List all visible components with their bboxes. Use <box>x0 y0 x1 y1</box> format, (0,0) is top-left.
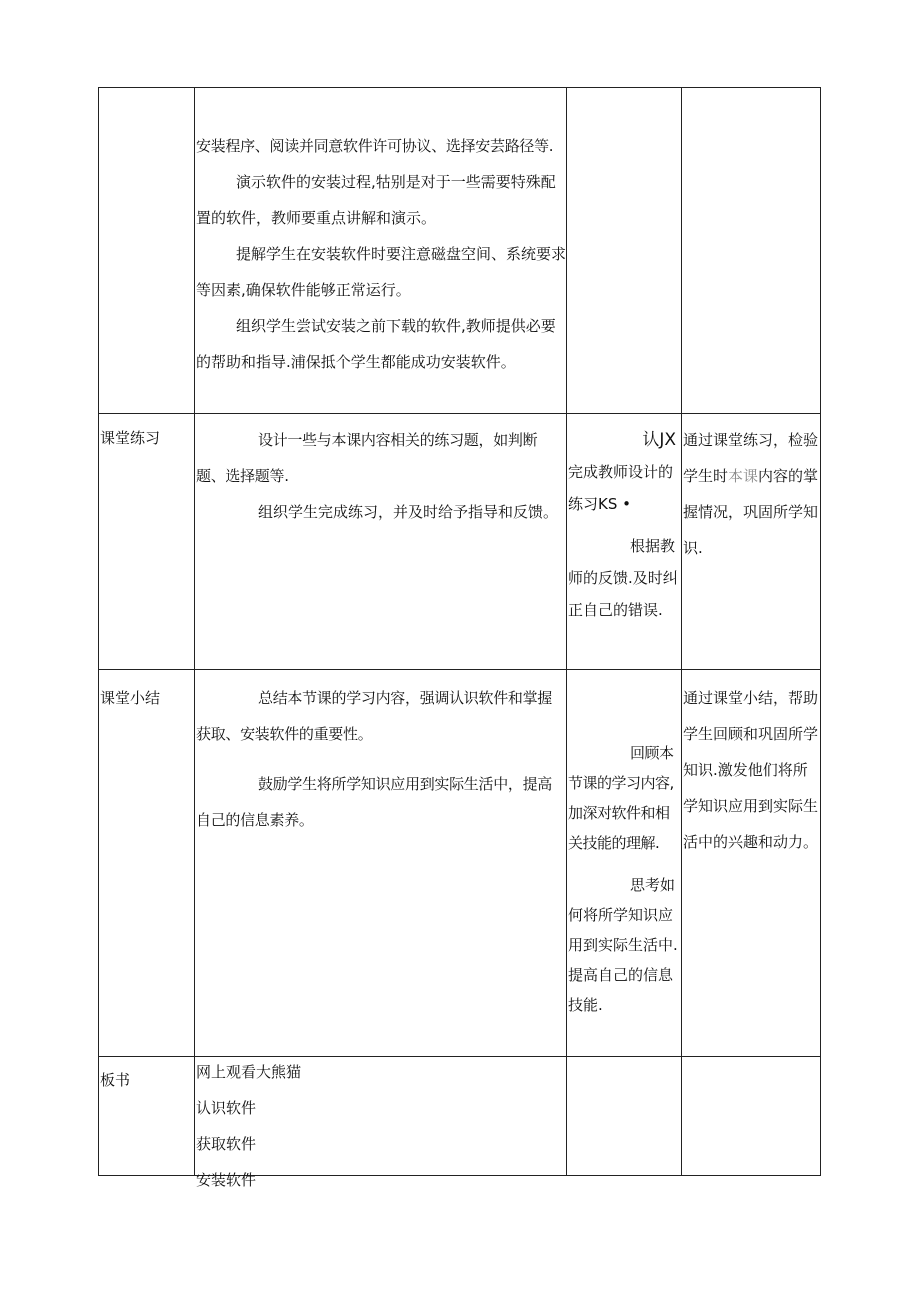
summary-purpose-cell <box>683 680 819 860</box>
summary-student-1: 回顾本节课的学习内容,加深对软件和相关技能的理解. <box>568 744 674 852</box>
practice-teacher-2: 组织学生完成练习，并及时给予指导和反馈。 <box>258 503 559 521</box>
practice-purpose-b: 内容的掌握情况，巩固所学知识. <box>683 467 819 557</box>
summary-teacher-1: 总结本节课的学习内容，强调认识软件和掌握获取、安装软件的重要性。 <box>196 689 553 743</box>
board-item-2: 认识软件 <box>196 1099 257 1117</box>
practice-purpose-grey: 本课 <box>728 467 759 485</box>
practice-teacher-cell <box>196 422 566 530</box>
summary-student-2: 思考如何将所学知识应用到实际生活中.提高自己的信息技能. <box>568 876 678 1014</box>
practice-student-1b: 完成教师设计的练习KS • <box>568 463 674 513</box>
practice-purpose-a: 通过课堂练习，检验学生时 <box>683 431 819 485</box>
table-border-right <box>820 87 821 1175</box>
table-border-top <box>98 87 821 88</box>
practice-purpose-cell <box>683 422 819 566</box>
table-divider-1 <box>194 87 195 1175</box>
install-step-2: 演示软件的安装过程,牯别是对于一些需要特殊配置的软件，教师要重点讲解和演示。 <box>196 173 556 227</box>
board-item-1: 网上观看大熊猫 <box>196 1063 302 1081</box>
row-divider-1 <box>98 413 821 414</box>
board-item-4: 安装软件 <box>196 1171 257 1189</box>
summary-row-label: 课堂小结 <box>100 689 161 707</box>
board-items-cell <box>196 1057 566 1189</box>
practice-purpose <box>683 422 819 566</box>
board-row-label: 板书 <box>100 1071 131 1089</box>
table-border-left <box>98 87 99 1175</box>
install-step-1: 安装程序、阅读并同意软件许可协议、选择安芸路径等. <box>196 137 554 155</box>
practice-student-2: 根据教师的反馈.及时纠正自己的错误. <box>568 537 678 619</box>
install-teacher-cell <box>196 128 566 380</box>
row-divider-2 <box>98 669 821 670</box>
table-divider-3 <box>681 87 682 1175</box>
practice-student-cell <box>568 424 680 626</box>
summary-student-cell <box>568 738 680 1020</box>
install-step-3: 提解学生在安装软件时要注意磁盘空间、系统要求等因素,确保软件能够正常运行。 <box>196 245 567 299</box>
install-step-4: 组织学生尝试安装之前下载的软件,教师提供必要的帮助和指导.浦保抵个学生都能成功安装软件。 <box>196 317 556 371</box>
board-item-3: 获取软件 <box>196 1135 257 1153</box>
summary-teacher-cell <box>196 680 566 838</box>
practice-teacher-1: 设计一些与本课内容相关的练习题，如判断题、选择题等. <box>196 431 538 485</box>
table-divider-2 <box>566 87 567 1175</box>
practice-student-1a: 认JX <box>642 430 676 450</box>
practice-row-label: 课堂练习 <box>100 429 161 447</box>
summary-purpose: 通过课堂小结，帮助学生回顾和巩固所学知识.激发他们将所学知识应用到实际生活中的兴趣和动力。 <box>683 689 819 851</box>
summary-teacher-2: 鼓励学生将所学知识应用到实际生活中，提高自己的信息素养。 <box>196 775 553 829</box>
